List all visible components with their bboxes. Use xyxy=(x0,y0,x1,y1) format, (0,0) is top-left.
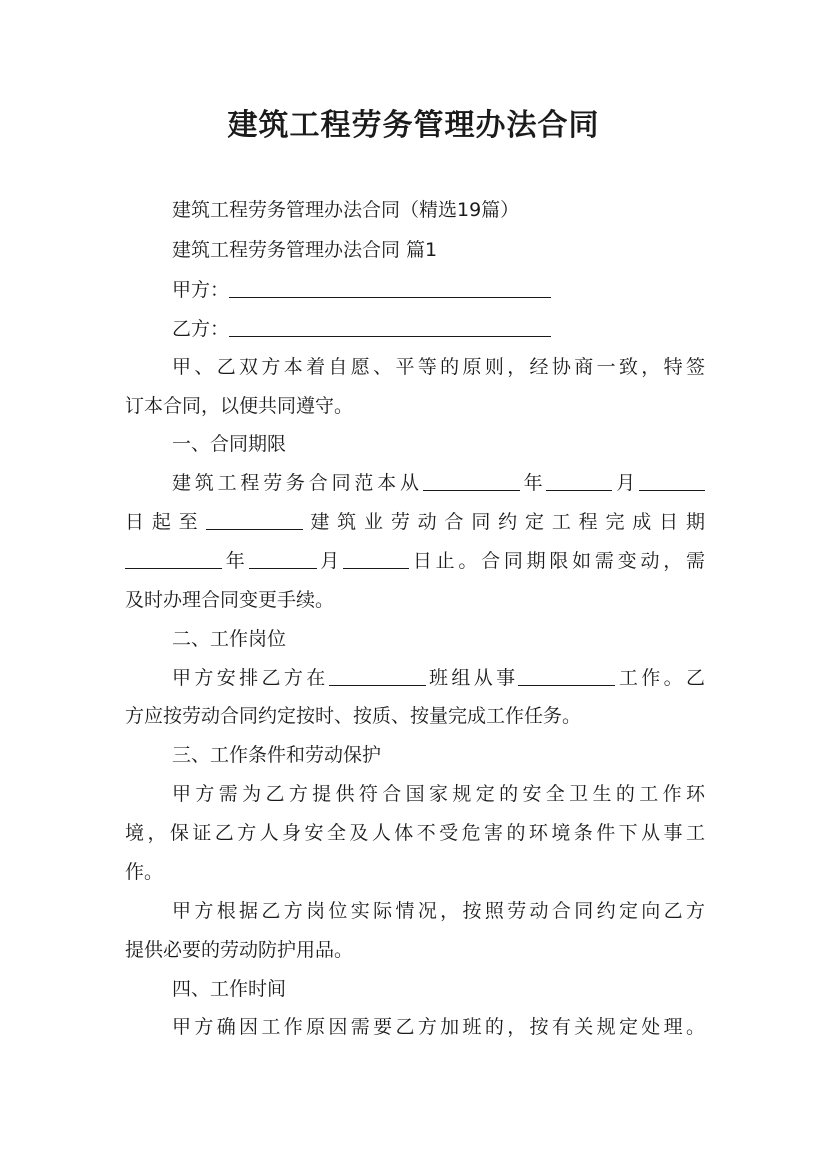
s1-text-h: 日止。合同期限如需变动，需 xyxy=(409,550,705,572)
section-1-line-1 xyxy=(172,465,705,501)
s1-text-f: 年 xyxy=(222,550,249,572)
intro-line-1: 甲、乙双方本着自愿、平等的原则，经协商一致，特签 xyxy=(172,356,705,378)
s1-text-b: 年 xyxy=(519,472,547,494)
party-a-label: 甲方： xyxy=(172,279,230,301)
section-3-p1-line-2: 境，保证乙方人身安全及人体不受危害的环境条件下从事工 xyxy=(125,822,705,844)
section-3-p1-line-3: 作。 xyxy=(125,861,164,883)
start-date-blank xyxy=(206,505,303,530)
party-a-line xyxy=(172,272,705,308)
section-3-p2-line-1: 甲方根据乙方岗位实际情况，按照劳动合同约定向乙方 xyxy=(172,900,705,922)
year-blank xyxy=(423,466,520,491)
s1-text-a: 建筑工程劳务合同范本从 xyxy=(172,472,423,494)
s1-text-c: 月 xyxy=(612,472,639,494)
section-1-heading: 一、合同期限 xyxy=(172,433,287,455)
day-blank xyxy=(639,466,705,491)
section-1-line-4: 及时办理合同变更手续。 xyxy=(125,589,335,611)
section-1-line-2 xyxy=(125,504,705,540)
article-heading: 建筑工程劳务管理办法合同 篇1 xyxy=(172,239,438,261)
party-b-blank xyxy=(229,312,551,337)
s2-text-b: 班组从事 xyxy=(425,667,519,689)
s1-text-g: 月 xyxy=(316,550,344,572)
document-subtitle: 建筑工程劳务管理办法合同（精选19篇） xyxy=(172,199,520,221)
party-b-label: 乙方： xyxy=(172,318,230,340)
section-1-line-3 xyxy=(125,543,705,579)
end-month-blank xyxy=(249,544,317,569)
section-2-line-2: 方应按劳动合同约定按时、按质、按量完成工作任务。 xyxy=(125,705,582,727)
work-blank xyxy=(518,661,615,686)
s2-text-c: 工作。乙 xyxy=(615,667,705,689)
section-4-line-1: 甲方确因工作原因需要乙方加班的，按有关规定处理。 xyxy=(172,1016,705,1038)
section-2-line-1 xyxy=(172,660,705,696)
end-day-blank xyxy=(343,544,409,569)
s1-text-d: 日起至 xyxy=(125,511,206,533)
month-blank xyxy=(546,466,612,491)
s1-text-e: 建筑业劳动合同约定工程完成日期 xyxy=(302,511,705,533)
party-a-blank xyxy=(229,273,551,298)
party-b-line xyxy=(172,311,705,347)
s2-text-a: 甲方安排乙方在 xyxy=(172,667,329,689)
section-3-p2-line-2: 提供必要的劳动防护用品。 xyxy=(125,939,354,961)
intro-line-2: 订本合同，以便共同遵守。 xyxy=(125,395,354,417)
team-blank xyxy=(329,661,426,686)
page-title: 建筑工程劳务管理办法合同 xyxy=(227,108,600,143)
section-3-p1-line-1: 甲方需为乙方提供符合国家规定的安全卫生的工作环 xyxy=(172,783,705,805)
end-year-blank xyxy=(125,544,222,569)
section-4-heading: 四、工作时间 xyxy=(172,978,287,1000)
section-3-heading: 三、工作条件和劳动保护 xyxy=(172,744,382,766)
section-2-heading: 二、工作岗位 xyxy=(172,628,287,650)
